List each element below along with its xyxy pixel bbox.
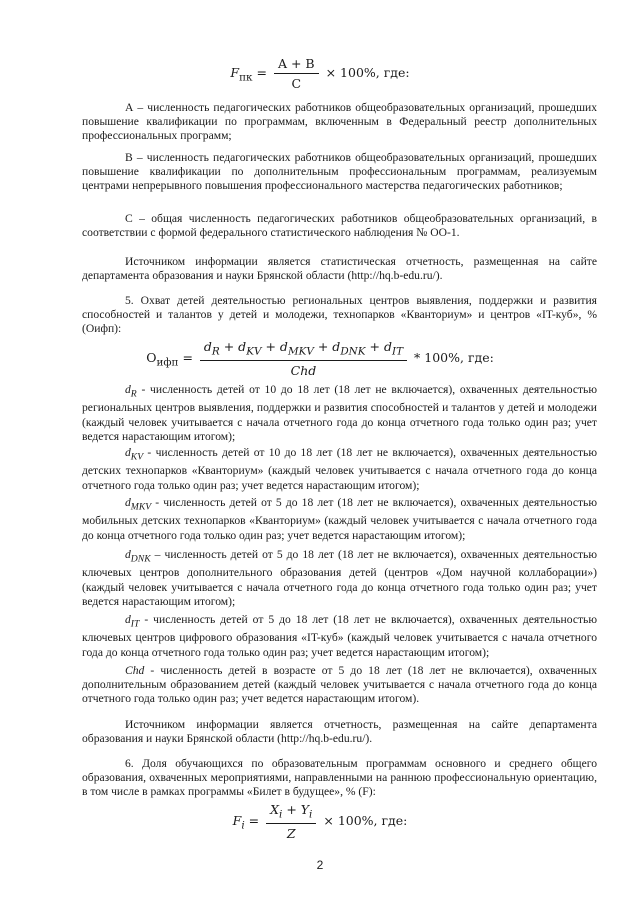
symbol: Chd	[125, 664, 145, 677]
formula-lhs-sub: ифп	[156, 356, 179, 369]
symbol-sub: MKV	[130, 501, 152, 513]
definition-text: - численность детей в возрасте от 5 до 18 лет (18 лет не включается), охваченных дополнительным образованием детей (каждый человек учитывается с начала отчетного года до конца отчетного года только один раз; учет ведется нарастающим итогом).	[82, 664, 597, 706]
formula-fraction	[266, 802, 316, 841]
formula-lhs-sub: пк	[239, 71, 253, 84]
source-note-2: Источником информации является отчетность, размещенная на сайте департамента образования и науки Брянской области (http://hq.b-edu.ru/).	[82, 718, 597, 746]
symbol: d	[125, 496, 131, 509]
formula-numerator: $X_i + Y_i$	[266, 802, 316, 824]
definition-dmkv	[82, 496, 597, 543]
page-number: 2	[316, 858, 324, 872]
symbol: d	[125, 548, 131, 561]
definition-dkv	[82, 446, 597, 493]
symbol: d	[125, 383, 131, 396]
formula-tail: × 100%, где:	[323, 812, 408, 828]
definition-chd	[82, 664, 597, 706]
formula-fraction	[274, 56, 319, 91]
formula-numerator: $d_R + d_{KV} + d_{MKV} + d_{DNK} + d_{IT}$	[200, 339, 407, 361]
definition-text: – численность детей от 5 до 18 лет (18 лет не включается), охваченных деятельностью ключевых центров дополнительного образования детей (центров «Дом научной коллаборации») (каждый человек учитывается с начала отчетного года до конца отчетного года только один раз; учет ведется нарастающим итогом);	[82, 548, 597, 608]
definition-b: В – численность педагогических работников общеобразовательных организаций, прошедших повышение квалификации по дополнительным профессиональным программам, реализуемым центрами непрерывного повышения профессионального мастерства педагогических работников;	[82, 151, 597, 193]
definition-text: - численность детей от 10 до 18 лет (18 лет не включается), охваченных деятельностью региональных центров выявления, поддержки и развития способностей и талантов у детей и молодежи (каждый человек учитывается с начала отчетного года до конца отчетного года только один раз; учет ведется нарастающим итогом);	[82, 383, 597, 443]
formula-lhs: F	[230, 65, 240, 80]
formula-fi: $F_i$ = $\frac{X_i + Y_i}{Z}$ × 100%, где:	[232, 802, 408, 841]
item-6-heading: 6. Доля обучающихся по образовательным программам основного и среднего общего образования, охваченных мероприятиями, направленными на раннюю профессиональную ориентацию, в том числе в рамках программы «Билет в будущее», % (F):	[82, 757, 597, 799]
formula-lhs: F	[232, 812, 242, 828]
formula-denominator: C	[291, 76, 302, 91]
formula-tail: × 100%, где:	[325, 65, 410, 80]
formula-numerator: A + B	[274, 56, 319, 74]
formula-denominator: Z	[286, 825, 296, 841]
formula-fraction	[200, 339, 407, 378]
symbol-sub: DNK	[130, 553, 151, 565]
symbol-sub: IT	[130, 618, 140, 630]
symbol-sub: R	[130, 388, 137, 400]
symbol: d	[125, 613, 131, 626]
formula-fpk: $F_{пк}$ = $\frac{A + B}{C}$ × 100%, где:	[230, 56, 410, 91]
item-5-heading: 5. Охват детей деятельностью региональных центров выявления, поддержки и развития способностей и талантов у детей и молодежи, технопарков «Кванториум» и центров «IT-куб», % (Оифп):	[82, 294, 597, 336]
formula-lhs-sub: i	[241, 819, 245, 832]
source-note-1: Источником информации является статистическая отчетность, размещенная на сайте департамента образования и науки Брянской области (http://hq.b-edu.ru/).	[82, 255, 597, 283]
formula-oifp: $О_{ифп}$ = $\frac{d_R + d_{KV} + d_{MKV} + d_{DNK} + d_{IT}}{\text{Chd}}$ * 100%, где:	[146, 339, 494, 378]
definition-text: - численность детей от 5 до 18 лет (18 лет не включается), охваченных деятельностью ключевых центров цифрового образования «IT-куб» (каждый человек учитывается с начала отчетного года до конца отчетного года только один раз; учет ведется нарастающим итогом);	[82, 613, 597, 659]
definition-text: - численность детей от 5 до 18 лет (18 лет не включается), охваченных деятельностью мобильных детских технопарков «Кванториум» (каждый человек учитывается с начала отчетного года до конца отчетного года только один раз; учет ведется нарастающим итогом);	[82, 496, 597, 542]
definition-dr	[82, 383, 597, 444]
symbol-sub: KV	[130, 451, 144, 463]
symbol: d	[125, 446, 131, 459]
formula-denominator: Chd	[290, 362, 317, 378]
definition-text: - численность детей от 10 до 18 лет (18 лет не включается), охваченных деятельностью детских технопарков «Кванториум» (каждый человек учитывается с начала отчетного года до конца отчетного года только один раз; учет ведется нарастающим итогом);	[82, 446, 597, 492]
definition-dit	[82, 613, 597, 660]
formula-tail: * 100%, где:	[414, 349, 494, 365]
definition-a: А – численность педагогических работников общеобразовательных организаций, прошедших повышение квалификации по программам, включенным в Федеральный реестр дополнительных профессиональных программ;	[82, 101, 597, 143]
formula-lhs: О	[146, 349, 157, 365]
definition-ddnk	[82, 548, 597, 609]
definition-c: С – общая численность педагогических работников общеобразовательных организаций, в соответствии с формой федерального статистического наблюдения № ОО-1.	[82, 212, 597, 240]
